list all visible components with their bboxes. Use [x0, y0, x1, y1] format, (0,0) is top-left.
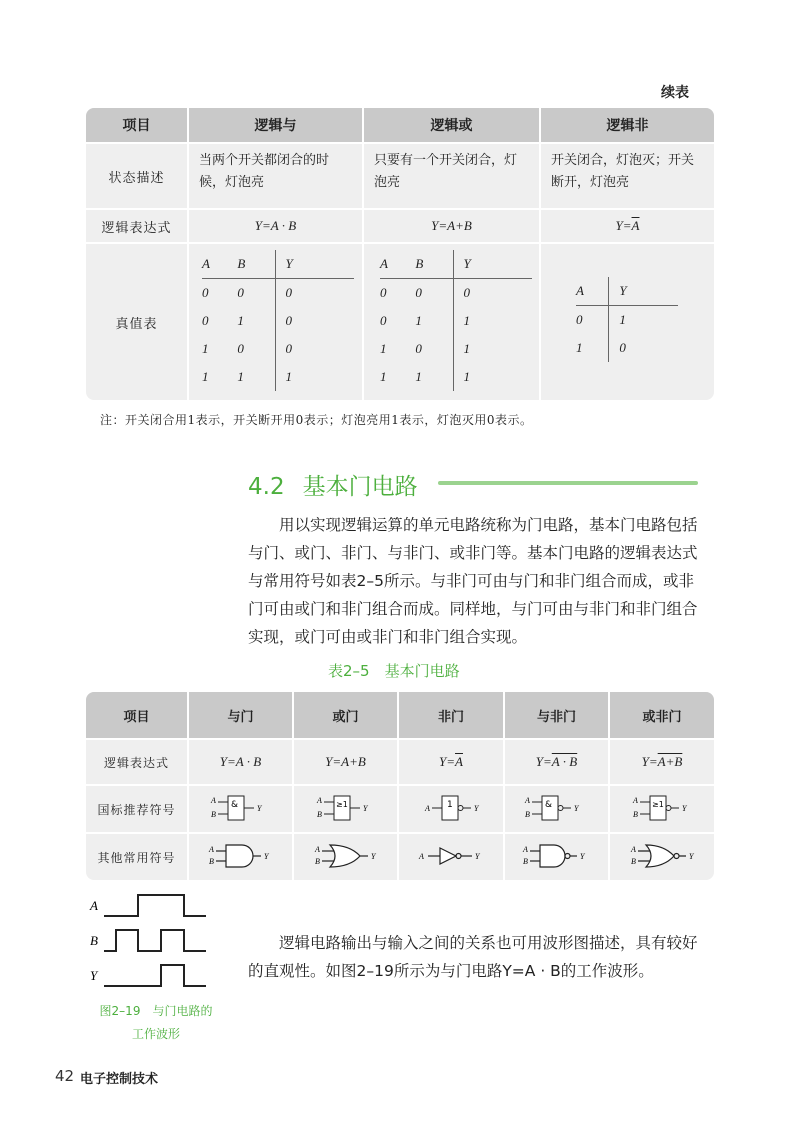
tt-cell: 0 — [415, 335, 453, 363]
divider — [397, 692, 399, 880]
state-and: 当两个开关都闭合的时候，灯泡亮 — [199, 153, 330, 190]
gb-nand-sym: & — [545, 800, 553, 810]
tt-cell: 0 — [463, 285, 471, 300]
text-line: 与常用符号如表2–5所示。与非门可由与门和非门组合而成，或非 — [248, 572, 694, 590]
waveform-a — [104, 895, 206, 916]
pin-y: Y — [371, 852, 376, 861]
expr-body: A+B — [341, 754, 366, 769]
t2-header-and: 与门 — [189, 692, 292, 738]
pin-b: B — [525, 810, 530, 819]
gb-or-gate-symbol — [316, 792, 380, 826]
gb-not-gate-symbol — [424, 792, 488, 826]
divider — [86, 208, 714, 210]
tt-cell: 1 — [285, 369, 293, 384]
pin-a: A — [211, 796, 216, 805]
tt-cell: 1 — [463, 341, 471, 356]
text-line: 与门、或门、非门、与非门、或非门等。基本门电路的逻辑表达式 — [248, 544, 698, 562]
divider — [292, 692, 294, 880]
divider — [608, 692, 610, 880]
state-or: 只要有一个开关闭合，灯泡亮 — [374, 153, 518, 190]
t2-row-label-expr: 逻辑表达式 — [103, 755, 169, 770]
t2-header-or: 或门 — [294, 692, 397, 738]
pin-y: Y — [264, 852, 269, 861]
expr-prefix: Y= — [535, 754, 552, 769]
intro-paragraph — [248, 511, 698, 651]
pin-a: A — [523, 845, 528, 854]
pin-y: Y — [574, 804, 579, 813]
row-label-truth-table: 真值表 — [115, 316, 158, 332]
tt-or-h-a: A — [380, 250, 415, 279]
tt-cell: 0 — [619, 340, 626, 355]
t2-expr-nand — [505, 740, 608, 784]
table-header-and: 逻辑与 — [189, 108, 362, 142]
other-or-gate-symbol — [314, 840, 384, 874]
expr-prefix: Y= — [219, 754, 236, 769]
pin-y: Y — [474, 804, 479, 813]
text-line: 用以实现逻辑运算的单元电路统称为门电路，基本门电路包括 — [248, 516, 698, 534]
divider — [187, 108, 189, 400]
pin-a: A — [419, 852, 424, 861]
expr-body: $\overline{A}$ — [455, 754, 463, 769]
tt-and-h-a: A — [202, 250, 237, 279]
pin-b: B — [211, 810, 216, 819]
other-and-gate-symbol — [208, 840, 278, 874]
tt-cell: 0 — [576, 306, 609, 335]
pin-y: Y — [682, 804, 687, 813]
waveform-y — [104, 965, 206, 986]
waveform-paragraph — [248, 929, 708, 985]
gb-and-gate-symbol — [210, 792, 274, 826]
truth-table-not — [576, 277, 678, 362]
tt-or-h-b: B — [415, 250, 453, 279]
figure-caption-line: 工作波形 — [131, 1027, 180, 1041]
text-line: 门可由或门和非门组合而成。同样地，与门可由与非门和非门组合 — [248, 600, 698, 618]
gb-and-sym: & — [231, 800, 239, 810]
tt-cell: 0 — [237, 279, 275, 308]
tt-or-h-y: Y — [453, 250, 532, 279]
tt-cell: 1 — [202, 341, 209, 356]
gb-nand-gate-symbol — [524, 792, 590, 826]
tt-cell: 1 — [380, 369, 387, 384]
pin-y: Y — [580, 852, 585, 861]
gb-or-sym: ≥1 — [336, 800, 348, 809]
text-line: 实现，或门可由或非门和非门组合实现。 — [248, 628, 528, 646]
waveform-label-b: B — [90, 933, 98, 948]
table-note: 注：开关闭合用1表示，开关断开用0表示；灯泡亮用1表示，灯泡灭用0表示。 — [100, 413, 533, 427]
pin-b: B — [523, 857, 528, 866]
pin-a: A — [525, 796, 530, 805]
expr-not-prefix: Y= — [615, 218, 632, 233]
text-line: 逻辑电路输出与输入之间的关系也可用波形图描述，具有较好 — [248, 934, 698, 952]
expr-or: Y=A+B — [431, 218, 472, 233]
other-nand-gate-symbol — [522, 840, 594, 874]
expr-and: Y=A · B — [254, 218, 297, 233]
pin-a: A — [631, 845, 636, 854]
expr-body: A · B — [235, 754, 262, 769]
tt-cell: 0 — [285, 285, 293, 300]
and-gate-waveform-figure — [86, 888, 216, 993]
pin-y: Y — [475, 852, 480, 861]
pin-y: Y — [257, 804, 262, 813]
pin-b: B — [317, 810, 322, 819]
t2-row-label-other: 其他常用符号 — [97, 850, 176, 865]
other-not-gate-symbol — [418, 840, 494, 874]
pin-b: B — [631, 857, 636, 866]
gb-nor-gate-symbol — [632, 792, 698, 826]
divider — [539, 108, 541, 400]
tt-not-h-y: Y — [609, 277, 678, 306]
expr-not — [541, 210, 714, 242]
tt-not-h-a: A — [576, 277, 609, 306]
t2-expr-not — [399, 740, 503, 784]
basic-gates-table — [86, 692, 714, 880]
tt-cell: 0 — [285, 313, 293, 328]
pin-y: Y — [363, 804, 368, 813]
page-number: 42 — [55, 1067, 75, 1085]
gb-not-sym: 1 — [447, 800, 453, 810]
tt-and-h-y: Y — [275, 250, 354, 279]
divider — [86, 142, 714, 144]
t2-header-nor: 或非门 — [610, 692, 714, 738]
tt-cell: 0 — [285, 341, 293, 356]
tt-cell: 1 — [415, 363, 453, 391]
pin-b: B — [633, 810, 638, 819]
expr-not-var: $\overline{A}$ — [631, 218, 640, 233]
divider — [86, 242, 714, 244]
gb-nor-sym: ≥1 — [652, 800, 664, 809]
t2-expr-nor — [610, 740, 714, 784]
t2-header-nand: 与非门 — [505, 692, 608, 738]
row-label-state: 状态描述 — [108, 170, 165, 186]
tt-cell: 1 — [202, 369, 209, 384]
tt-cell: 1 — [237, 307, 275, 335]
pin-a: A — [315, 845, 320, 854]
figure-caption — [86, 1000, 226, 1046]
divider — [503, 692, 505, 880]
t2-header-item: 项目 — [86, 692, 187, 738]
table-header-or: 逻辑或 — [364, 108, 539, 142]
tt-cell: 0 — [202, 285, 209, 300]
book-title: 电子控制技术 — [80, 1072, 159, 1087]
continued-table-label: 续表 — [661, 85, 689, 101]
pin-y: Y — [689, 852, 694, 861]
pin-a: A — [425, 804, 430, 813]
tt-cell: 1 — [463, 313, 471, 328]
expr-body: A+B — [657, 754, 683, 769]
logic-operations-table — [86, 108, 714, 400]
waveform-label-y: Y — [90, 968, 98, 983]
t2-header-not: 非门 — [399, 692, 503, 738]
divider — [86, 784, 714, 786]
section-heading — [248, 468, 418, 501]
divider — [362, 108, 364, 400]
row-label-expression: 逻辑表达式 — [101, 220, 172, 236]
pin-b: B — [315, 857, 320, 866]
expr-prefix: Y= — [325, 754, 342, 769]
pin-a: A — [317, 796, 322, 805]
tt-cell: 1 — [619, 312, 626, 327]
tt-cell: 1 — [380, 341, 387, 356]
pin-a: A — [209, 845, 214, 854]
truth-table-and — [202, 250, 354, 391]
t2-expr-or — [294, 740, 397, 784]
figure-caption-line: 图2–19 与门电路的 — [99, 1004, 213, 1018]
tt-cell: 0 — [415, 279, 453, 308]
expr-prefix: Y= — [641, 754, 658, 769]
table-header-item: 项目 — [86, 108, 187, 142]
table-header-not: 逻辑非 — [541, 108, 714, 142]
divider — [86, 832, 714, 834]
tt-cell: 1 — [237, 363, 275, 391]
waveform-label-a: A — [90, 898, 98, 913]
t2-expr-and — [189, 740, 292, 784]
divider — [86, 738, 714, 740]
waveform-b — [104, 930, 206, 951]
truth-table-or — [380, 250, 532, 391]
tt-cell: 1 — [463, 369, 471, 384]
tt-cell: 1 — [415, 307, 453, 335]
pin-a: A — [633, 796, 638, 805]
section-number: 4.2 — [248, 474, 285, 500]
expr-prefix: Y= — [439, 754, 456, 769]
tt-cell: 0 — [202, 313, 209, 328]
section-heading-rule — [438, 481, 698, 485]
tt-cell: 0 — [237, 335, 275, 363]
expr-body: A · B — [551, 754, 578, 769]
tt-cell: 1 — [576, 334, 609, 362]
section-title: 基本门电路 — [302, 474, 418, 500]
tt-cell: 0 — [380, 285, 387, 300]
pin-b: B — [209, 857, 214, 866]
divider — [187, 692, 189, 880]
other-nor-gate-symbol — [630, 840, 702, 874]
text-line: 的直观性。如图2–19所示为与门电路Y=A · B的工作波形。 — [248, 962, 654, 980]
tt-cell: 0 — [380, 313, 387, 328]
table2-caption: 表2–5 基本门电路 — [328, 662, 460, 680]
tt-and-h-b: B — [237, 250, 275, 279]
state-not: 开关闭合，灯泡灭；开关断开，灯泡亮 — [551, 153, 695, 190]
t2-row-label-gb: 国标推荐符号 — [97, 802, 176, 817]
